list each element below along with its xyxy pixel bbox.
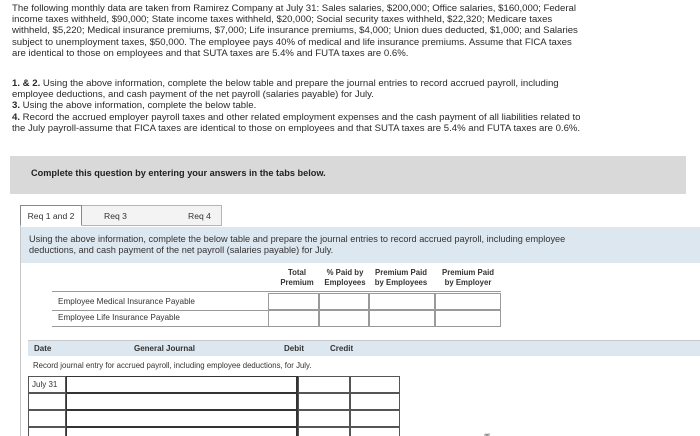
tab-instruction-text: Using the above information, complete the below table and prepare the journal entries to record accrued payroll, including employee deductions, and cash payment of the net payroll (salaries payable) for July.	[29, 234, 566, 255]
requirement-1-2-cont: employee deductions, and cash payment of the net payroll (salaries payable) for July.	[12, 89, 374, 101]
journal-account-select[interactable]	[66, 427, 298, 436]
requirement-tabs	[20, 205, 222, 226]
header-total-premium: Total Premium	[280, 268, 314, 287]
journal-entry-note-text: Record journal entry for accrued payroll, including employee deductions, for July.	[33, 361, 312, 370]
medical-premium-paid-employees-input[interactable]	[369, 293, 435, 310]
journal-debit-input[interactable]	[298, 376, 350, 393]
medical-premium-paid-employer-input[interactable]	[435, 293, 501, 310]
problem-line: withheld, $5,220; Medical insurance premiums, $7,000; Life insurance premiums, $4,000; Union dues deducted, $1,000; and Salaries	[12, 25, 578, 37]
question-instruction-bar	[10, 156, 686, 194]
tab-req-4[interactable]: Req 4	[162, 205, 222, 226]
requirement-1-2-text: Using the above information, complete the below table and prepare the journal entries to record accrued payroll, including	[40, 78, 559, 89]
life-pct-paid-input[interactable]	[319, 310, 369, 327]
journal-date-cell: July 31	[28, 376, 66, 393]
insurance-premium-table	[52, 268, 700, 328]
row-label-medical-insurance: Employee Medical Insurance Payable	[58, 297, 195, 306]
journal-debit-input[interactable]	[298, 410, 350, 427]
requirement-4-cont: the July payroll-assume that FICA taxes are identical to those on employees and that SUTA taxes are 5.4% and FUTA taxes are 0.6%.	[12, 122, 581, 134]
requirement-4-label: 4.	[12, 111, 21, 123]
journal-row	[28, 427, 700, 436]
journal-account-select[interactable]	[66, 410, 298, 427]
life-premium-paid-employees-input[interactable]	[369, 310, 435, 327]
journal-header	[28, 340, 700, 356]
scroll-indicator: ‹‹‹‹	[484, 432, 490, 436]
problem-statement	[12, 3, 688, 59]
requirement-3	[12, 100, 688, 111]
journal-date-cell	[28, 393, 66, 410]
requirement-1-2	[12, 78, 688, 89]
tab-req-1-and-2[interactable]: Req 1 and 2	[20, 205, 82, 226]
requirement-3-label: 3.	[12, 100, 21, 112]
problem-line: are identical to those on employees and that SUTA taxes are 5.4% and FUTA taxes are 0.6%.	[12, 47, 409, 59]
header-pct-paid-by-employees: % Paid by Employees	[324, 268, 366, 287]
problem-line: The following monthly data are taken from Ramirez Company at July 31: Sales salaries, $200,000; Office salaries, $160,000; Federal	[12, 3, 577, 14]
journal-credit-input[interactable]	[350, 376, 400, 393]
journal-header-credit: Credit	[330, 344, 354, 353]
journal-credit-input[interactable]	[350, 410, 400, 427]
journal-date-cell	[28, 427, 66, 436]
life-premium-paid-employer-input[interactable]	[435, 310, 501, 327]
medical-pct-paid-input[interactable]	[319, 293, 369, 310]
journal-credit-input[interactable]	[350, 393, 400, 410]
journal-row	[28, 376, 700, 393]
journal-header-debit: Debit	[284, 344, 304, 353]
row-divider	[52, 326, 268, 327]
problem-line: subject to unemployment taxes, $50,000. The employee pays 40% of medical and life insurance premiums. Assume that FICA taxes	[12, 36, 572, 48]
journal-row	[28, 410, 700, 427]
requirement-3-text: Using the above information, complete the below table.	[20, 100, 257, 112]
header-premium-paid-by-employees: Premium Paid by Employees	[374, 268, 428, 287]
journal-debit-input[interactable]	[298, 393, 350, 410]
journal-header-date: Date	[34, 344, 52, 353]
journal-debit-input[interactable]	[298, 427, 350, 436]
row-divider	[52, 310, 268, 311]
journal-entry-note	[28, 357, 700, 374]
header-premium-paid-by-employer: Premium Paid by Employer	[442, 268, 494, 287]
journal-account-select[interactable]	[66, 376, 298, 393]
tab-instruction-bar	[21, 227, 700, 263]
journal-row	[28, 393, 700, 410]
medical-total-premium-input[interactable]	[268, 293, 319, 310]
problem-line: income taxes withheld, $90,000; State income taxes withheld, $20,000; Social security taxes withheld, $22,320; Medicare taxes	[12, 14, 553, 26]
journal-date-cell	[28, 410, 66, 427]
row-label-life-insurance: Employee Life Insurance Payable	[58, 313, 180, 322]
requirement-1-2-label: 1. & 2.	[12, 78, 41, 89]
question-instruction-text: Complete this question by entering your answers in the tabs below.	[31, 168, 326, 178]
tab-req-3[interactable]: Req 3	[82, 205, 162, 226]
journal-entry-rows	[28, 376, 700, 436]
requirement-4-text: Record the accrued employer payroll taxes and other related employment expenses and the cash payment of all liabilities related to	[20, 111, 581, 123]
journal-header-account: General Journal	[134, 344, 195, 353]
header-divider	[52, 291, 501, 292]
requirement-4	[12, 112, 688, 123]
journal-credit-input[interactable]	[350, 427, 400, 436]
journal-account-select[interactable]	[66, 393, 298, 410]
life-total-premium-input[interactable]	[268, 310, 319, 327]
requirements-list	[12, 78, 688, 134]
